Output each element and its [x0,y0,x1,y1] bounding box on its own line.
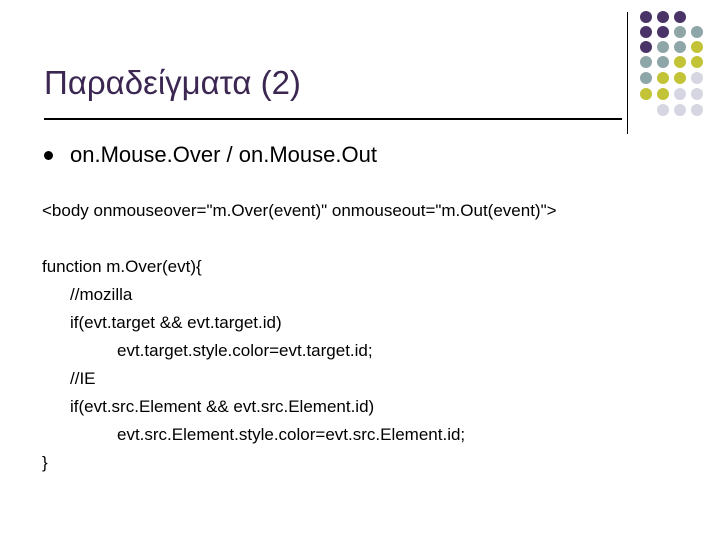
body-tag-line: <body onmouseover="m.Over(event)" onmouseout="m.Out(event)"> [42,201,557,220]
code-line: } [42,453,48,472]
deco-dot [674,11,686,23]
deco-dot [674,56,686,68]
deco-dot [674,72,686,84]
deco-dot [674,88,686,100]
code-line: if(evt.src.Element && evt.src.Element.id) [70,397,375,416]
deco-dot [691,104,703,116]
deco-dot [691,41,703,53]
deco-dot [691,26,703,38]
title-underline [44,118,622,120]
code-line: evt.target.style.color=evt.target.id; [117,341,373,360]
deco-dot [657,26,669,38]
code-line: //mozilla [70,285,133,304]
deco-dot [674,41,686,53]
slide-title: Παραδείγματα (2) [44,64,301,101]
bullet-dot-icon [44,151,53,160]
code-line: function m.Over(evt){ [42,257,202,276]
deco-dot [657,41,669,53]
deco-dot [691,88,703,100]
code-line: if(evt.target && evt.target.id) [70,313,282,332]
code-line: evt.src.Element.style.color=evt.src.Element.id; [117,425,466,444]
code-line: //IE [70,369,96,388]
deco-dot [657,72,669,84]
deco-dot [640,26,652,38]
deco-dot [657,104,669,116]
deco-dot [657,11,669,23]
deco-dot [691,72,703,84]
deco-dot [640,88,652,100]
deco-dot [640,72,652,84]
deco-dot [691,56,703,68]
deco-dot [657,56,669,68]
deco-dot [640,56,652,68]
deco-dot [640,41,652,53]
vertical-divider [627,12,628,134]
deco-dot [674,104,686,116]
deco-dot [674,26,686,38]
deco-dot [657,88,669,100]
deco-dot [640,11,652,23]
bullet-text: on.Mouse.Over / on.Mouse.Out [70,142,377,167]
